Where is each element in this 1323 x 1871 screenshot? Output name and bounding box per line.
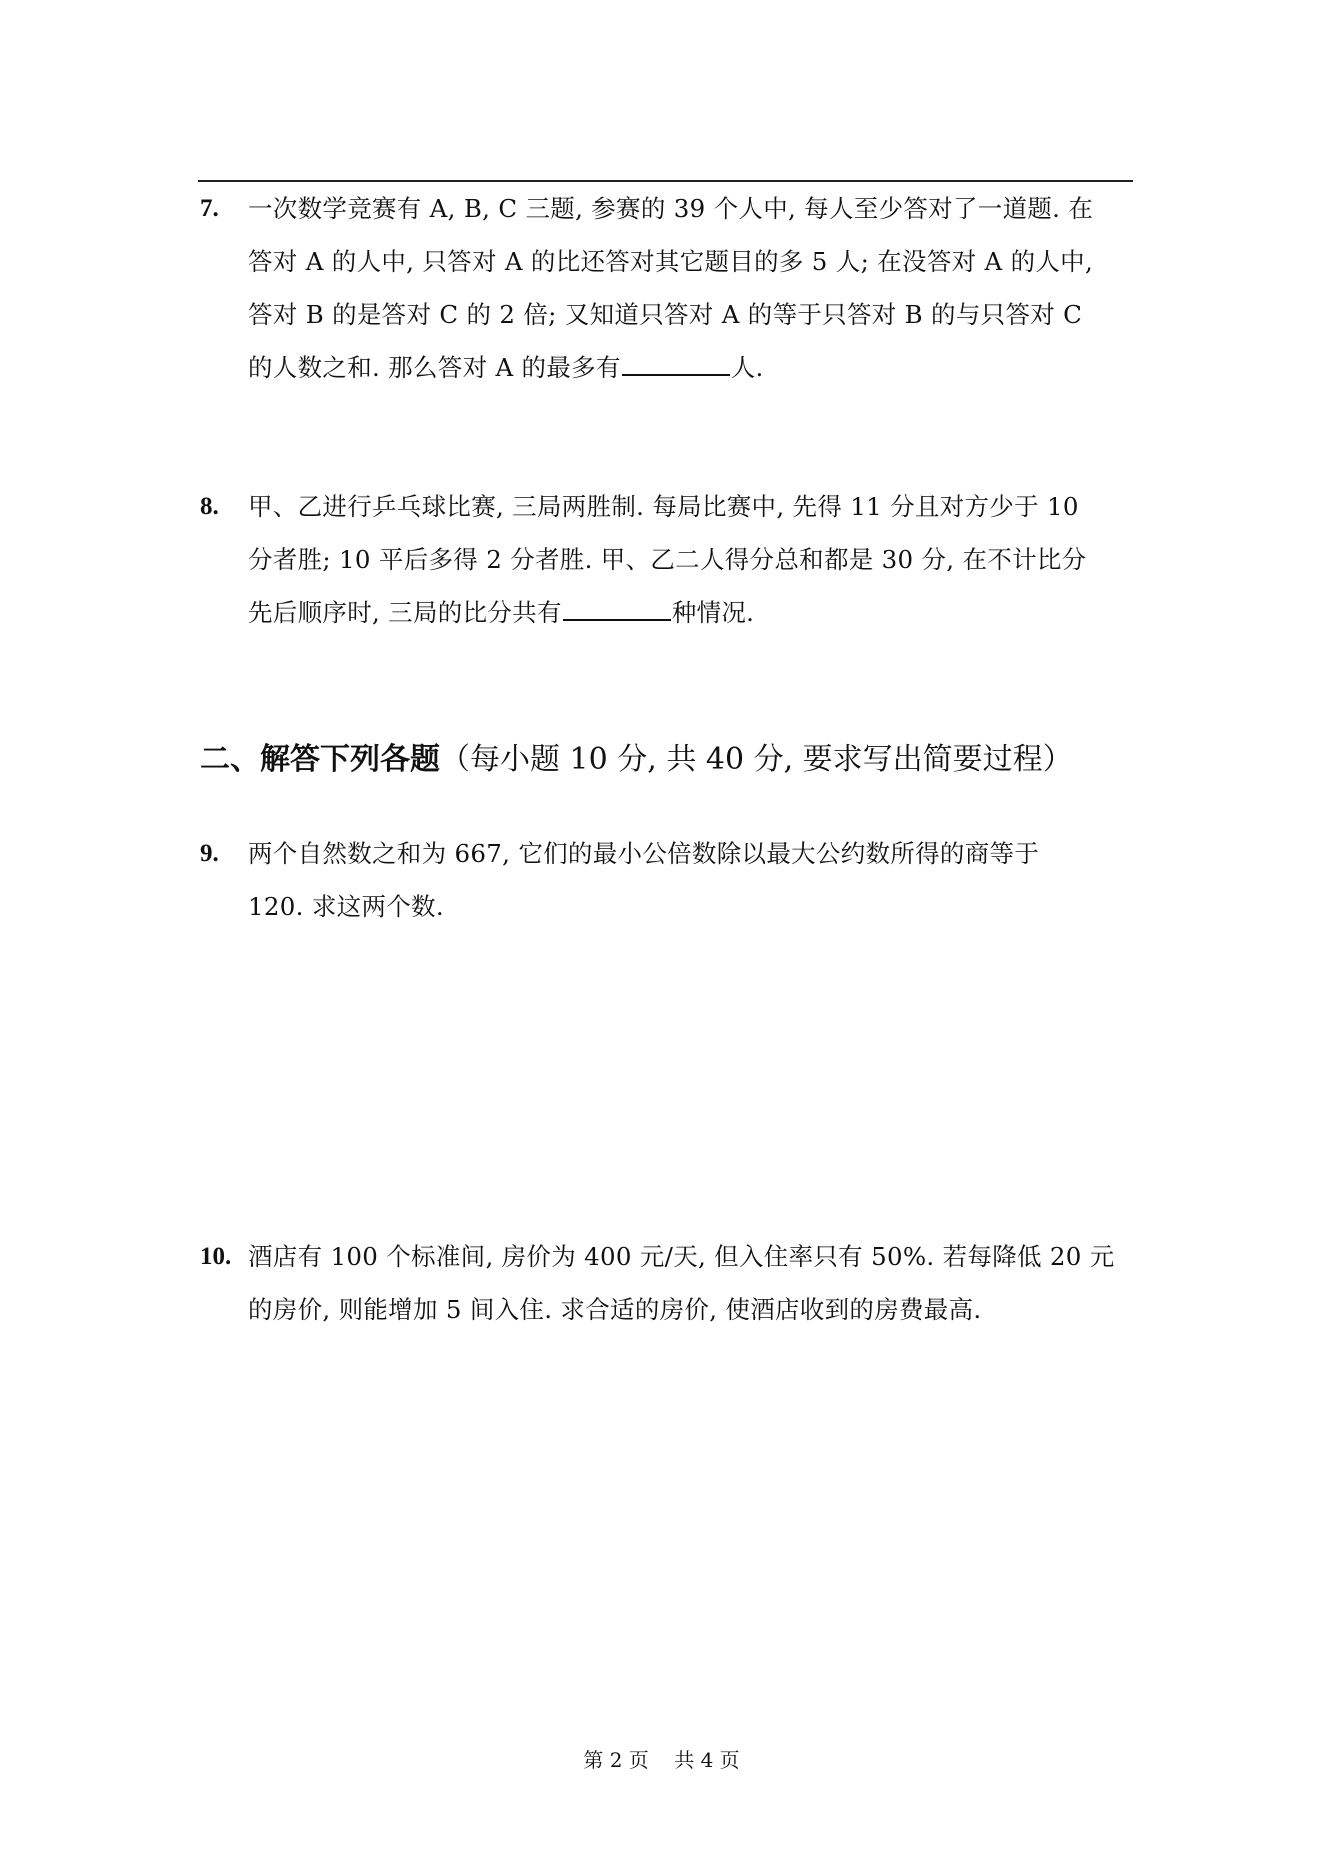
question-line: 两个自然数之和为 667, 它们的最小公倍数除以最大公约数所得的商等于 <box>248 839 1040 868</box>
question-line: 分者胜; 10 平后多得 2 分者胜. 甲、乙二人得分总和都是 30 分, 在不计比分 <box>248 545 1087 574</box>
question-number: 9. <box>200 840 219 867</box>
answer-blank[interactable] <box>622 348 730 376</box>
question-number: 7. <box>200 195 219 222</box>
question-line: 酒店有 100 个标准间, 房价为 400 元/天, 但入住率只有 50%. 若每降低 20 元 <box>248 1242 1115 1271</box>
page-footer: 第 2 页 共 4 页 <box>583 1748 740 1772</box>
question-line: 答对 A 的人中, 只答对 A 的比还答对其它题目的多 5 人; 在没答对 A 的人中, <box>248 247 1094 276</box>
question-line: 甲、乙进行乒乓球比赛, 三局两胜制. 每局比赛中, 先得 11 分且对方少于 10 <box>248 492 1079 521</box>
answer-blank[interactable] <box>563 593 671 621</box>
question-text: 种情况. <box>671 598 755 627</box>
question-line: 一次数学竞赛有 A, B, C 三题, 参赛的 39 个人中, 每人至少答对了一道题. 在 <box>248 194 1094 223</box>
question-line: 120. 求这两个数. <box>248 892 444 921</box>
question-line: 的房价, 则能增加 5 间入住. 求合适的房价, 使酒店收到的房费最高. <box>248 1295 982 1324</box>
question-number: 10. <box>200 1243 232 1270</box>
question-number: 8. <box>200 493 219 520</box>
section-heading <box>200 730 1073 790</box>
question-text: 先后顺序时, 三局的比分共有 <box>248 598 562 627</box>
section-title: 二、解答下列各题 <box>200 742 440 777</box>
question-text: 人. <box>730 353 764 382</box>
section-note: （每小题 10 分, 共 40 分, 要求写出简要过程） <box>440 742 1073 777</box>
question-text: 的人数之和. 那么答对 A 的最多有 <box>248 353 621 382</box>
question-line-with-blank <box>248 586 754 640</box>
question-line: 答对 B 的是答对 C 的 2 倍; 又知道只答对 A 的等于只答对 B 的与只答对 C <box>248 300 1083 329</box>
question-line-with-blank <box>248 341 764 395</box>
